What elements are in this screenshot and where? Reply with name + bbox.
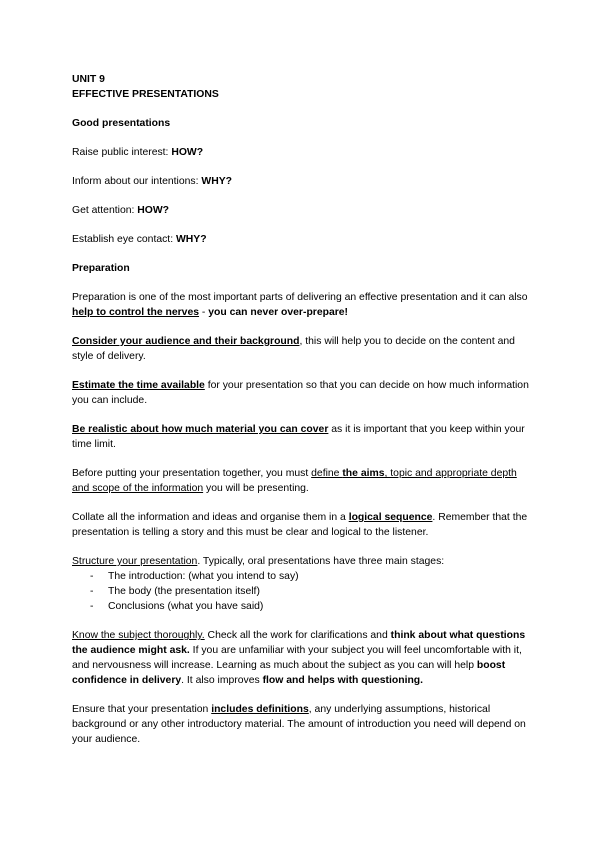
paragraph: Consider your audience and their background, this will help you to decide on the content and style of delivery. <box>72 336 515 362</box>
paragraph: Know the subject thoroughly. Check all the work for clarifications and think about what questions the audience might ask. If you are unfamiliar with your subject you will feel uncomfortable with it, and nervousness will increase. Learning as much about the subject as you can will help boost confidence in delivery. It also improves flow and helps with questioning. <box>72 630 526 686</box>
stages-list <box>72 569 530 614</box>
document-title: EFFECTIVE PRESENTATIONS <box>72 89 219 100</box>
paragraph: Be realistic about how much material you can cover as it is important that you keep within your time limit. <box>72 424 525 450</box>
unit-label: UNIT 9 <box>72 74 105 85</box>
paragraph: Ensure that your presentation includes definitions, any underlying assumptions, historical background or any other introductory material. The amount of introduction you need will depend on your audience. <box>72 704 526 745</box>
paragraph: Collate all the information and ideas and organise them in a logical sequence. Remember that the presentation is telling a story and this must be clear and logical to the listener. <box>72 512 528 538</box>
good-item: Establish eye contact: WHY? <box>72 234 207 245</box>
list-item: - Conclusions (what you have said) <box>90 601 264 612</box>
paragraph: Before putting your presentation together, you must define the aims, topic and appropriate depth and scope of the information you will be presenting. <box>72 468 517 494</box>
good-presentations-heading: Good presentations <box>72 118 171 129</box>
good-item: Get attention: HOW? <box>72 205 170 216</box>
list-item: - The introduction: (what you intend to say) <box>90 571 299 582</box>
paragraph: Estimate the time available for your presentation so that you can decide on how much information you can include. <box>72 380 529 406</box>
good-item: Raise public interest: HOW? <box>72 147 204 158</box>
good-item: Inform about our intentions: WHY? <box>72 176 232 187</box>
paragraph: Structure your presentation. Typically, oral presentations have three main stages: <box>72 556 445 567</box>
preparation-heading: Preparation <box>72 263 130 274</box>
document-page <box>72 72 530 747</box>
paragraph: Preparation is one of the most important parts of delivering an effective presentation and it can also help to control the nerves - you can never over-prepare! <box>72 292 528 318</box>
list-item: - The body (the presentation itself) <box>90 586 260 597</box>
